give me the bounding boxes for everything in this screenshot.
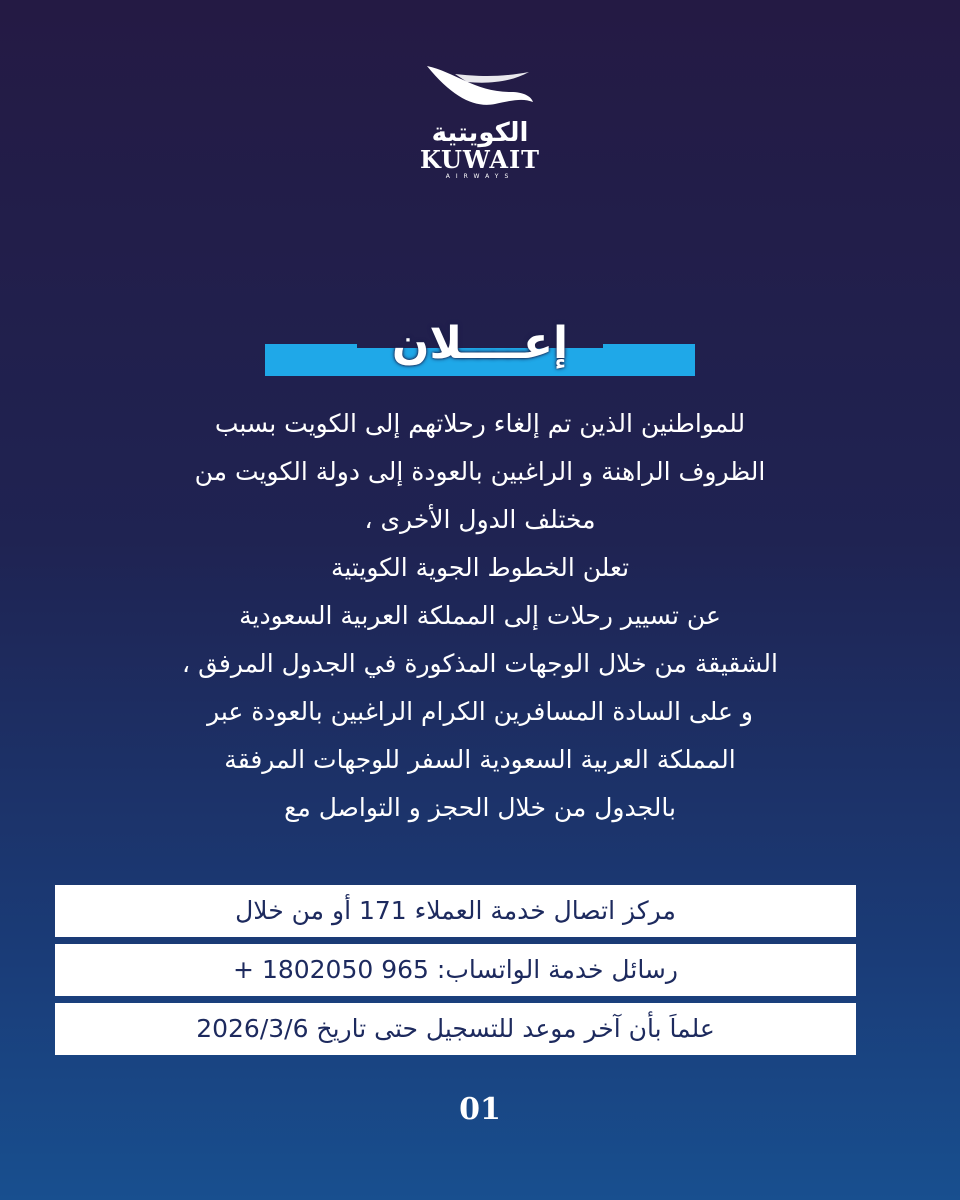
body-line: الشقيقة من خلال الوجهات المذكورة في الجدول المرفق ، [182,649,778,678]
body-line: الظروف الراهنة و الراغبين بالعودة إلى دولة الكويت من [194,457,766,486]
kuwait-airways-logo [380,62,580,202]
banner-title: إعــــلان [391,318,569,369]
announcement-banner [265,314,695,376]
stylized-bird-icon [425,62,535,112]
body-line: بالجدول من خلال الحجز و التواصل مع [284,793,676,822]
page-number: 01 [459,1092,501,1127]
announcement-body [60,400,900,832]
logo-english-text: KUWAIT [419,145,541,174]
body-line: للمواطنين الذين تم إلغاء رحلاتهم إلى الكويت بسبب [214,409,746,438]
customer-service-box: مركز اتصال خدمة العملاء 171 أو من خلال [55,885,856,937]
logo-subtitle-text: AIRWAYS [445,173,515,180]
body-line: المملكة العربية السعودية السفر للوجهات المرفقة [224,745,736,774]
body-line: و على السادة المسافرين الكرام الراغبين بالعودة عبر [207,697,753,726]
body-line: تعلن الخطوط الجوية الكويتية [330,553,630,582]
whatsapp-box: رسائل خدمة الواتساب: 965 1802050 + [55,944,856,996]
body-line: مختلف الدول الأخرى ، [364,505,596,534]
body-line: عن تسيير رحلات إلى المملكة العربية السعودية [239,601,721,630]
registration-deadline-box: علماَ بأن آخر موعد للتسجيل حتى تاريخ 2026/3/6 [55,1003,856,1055]
logo-arabic-text: الكويتية [431,118,529,148]
